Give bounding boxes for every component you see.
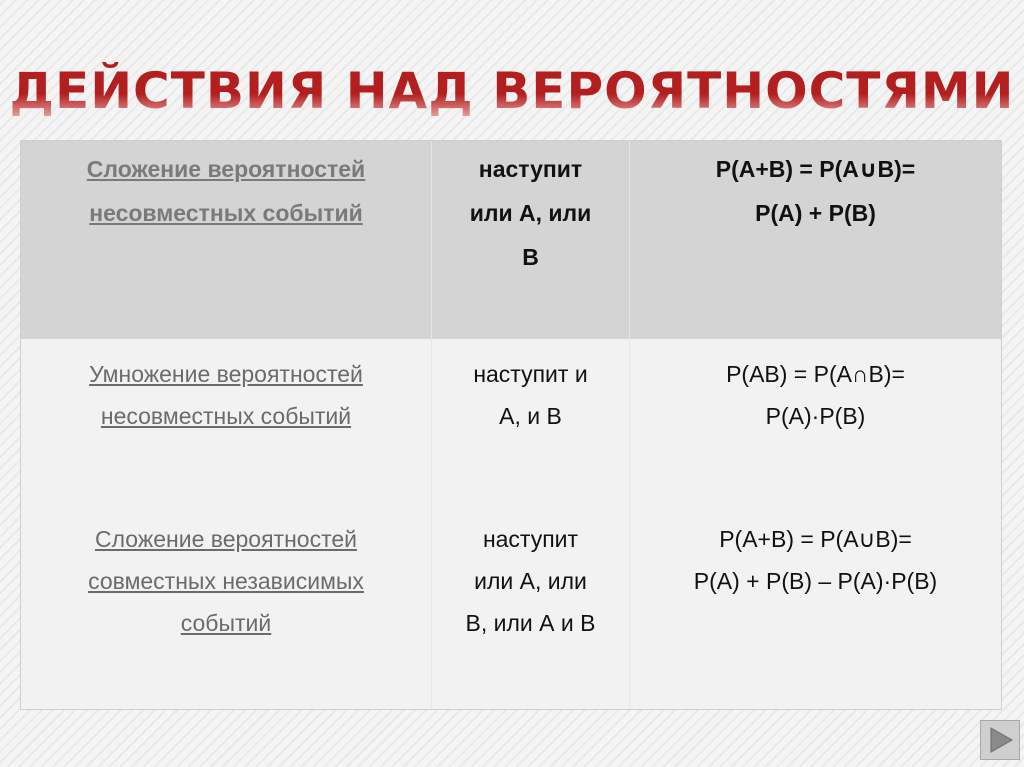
formula-cell: [629, 504, 1001, 709]
operation-link[interactable]: совместных независимых: [88, 568, 364, 594]
operation-link[interactable]: Умножение вероятностей: [89, 361, 363, 387]
operation-link[interactable]: Сложение вероятностей: [95, 526, 357, 552]
formula-cell: [629, 141, 1001, 339]
formula-text: P(A) + P(B) – P(A)·P(B): [693, 568, 938, 594]
condition-text: В: [522, 244, 539, 270]
formula-text: P(AB) = P(A∩B)=: [726, 361, 905, 387]
table-row: [21, 141, 1001, 340]
table-row: [21, 504, 1001, 709]
formula-text: P(A)·P(B): [765, 403, 866, 429]
next-slide-button[interactable]: [980, 720, 1020, 760]
formula-text: P(A) + P(B): [755, 200, 876, 226]
operation-cell: [21, 141, 431, 339]
formula-text: P(A+B) = P(A∪B)=: [715, 156, 916, 182]
condition-cell: [431, 141, 629, 339]
condition-text: наступит: [482, 526, 579, 552]
operation-link[interactable]: событий: [180, 610, 272, 636]
operation-link[interactable]: несовместных событий: [89, 200, 363, 226]
operation-cell: [21, 339, 431, 504]
condition-cell: [431, 339, 629, 504]
next-slide-icon: [981, 721, 1019, 759]
condition-text: или А, или: [469, 200, 592, 226]
probability-table: [20, 140, 1002, 710]
table-row: [21, 339, 1001, 505]
formula-cell: [629, 339, 1001, 504]
condition-text: наступит и: [473, 361, 588, 387]
slide-title: ДЕЙСТВИЯ НАД ВЕРОЯТНОСТЯМИ: [0, 62, 1024, 120]
condition-cell: [431, 504, 629, 709]
condition-text: В, или А и В: [465, 610, 596, 636]
condition-text: А, и В: [499, 403, 562, 429]
condition-text: или А, или: [474, 568, 587, 594]
formula-text: P(A+B) = P(A∪B)=: [719, 526, 912, 552]
condition-text: наступит: [478, 156, 583, 182]
operation-link[interactable]: несовместных событий: [100, 403, 352, 429]
operation-cell: [21, 504, 431, 709]
operation-link[interactable]: Сложение вероятностей: [86, 156, 366, 182]
